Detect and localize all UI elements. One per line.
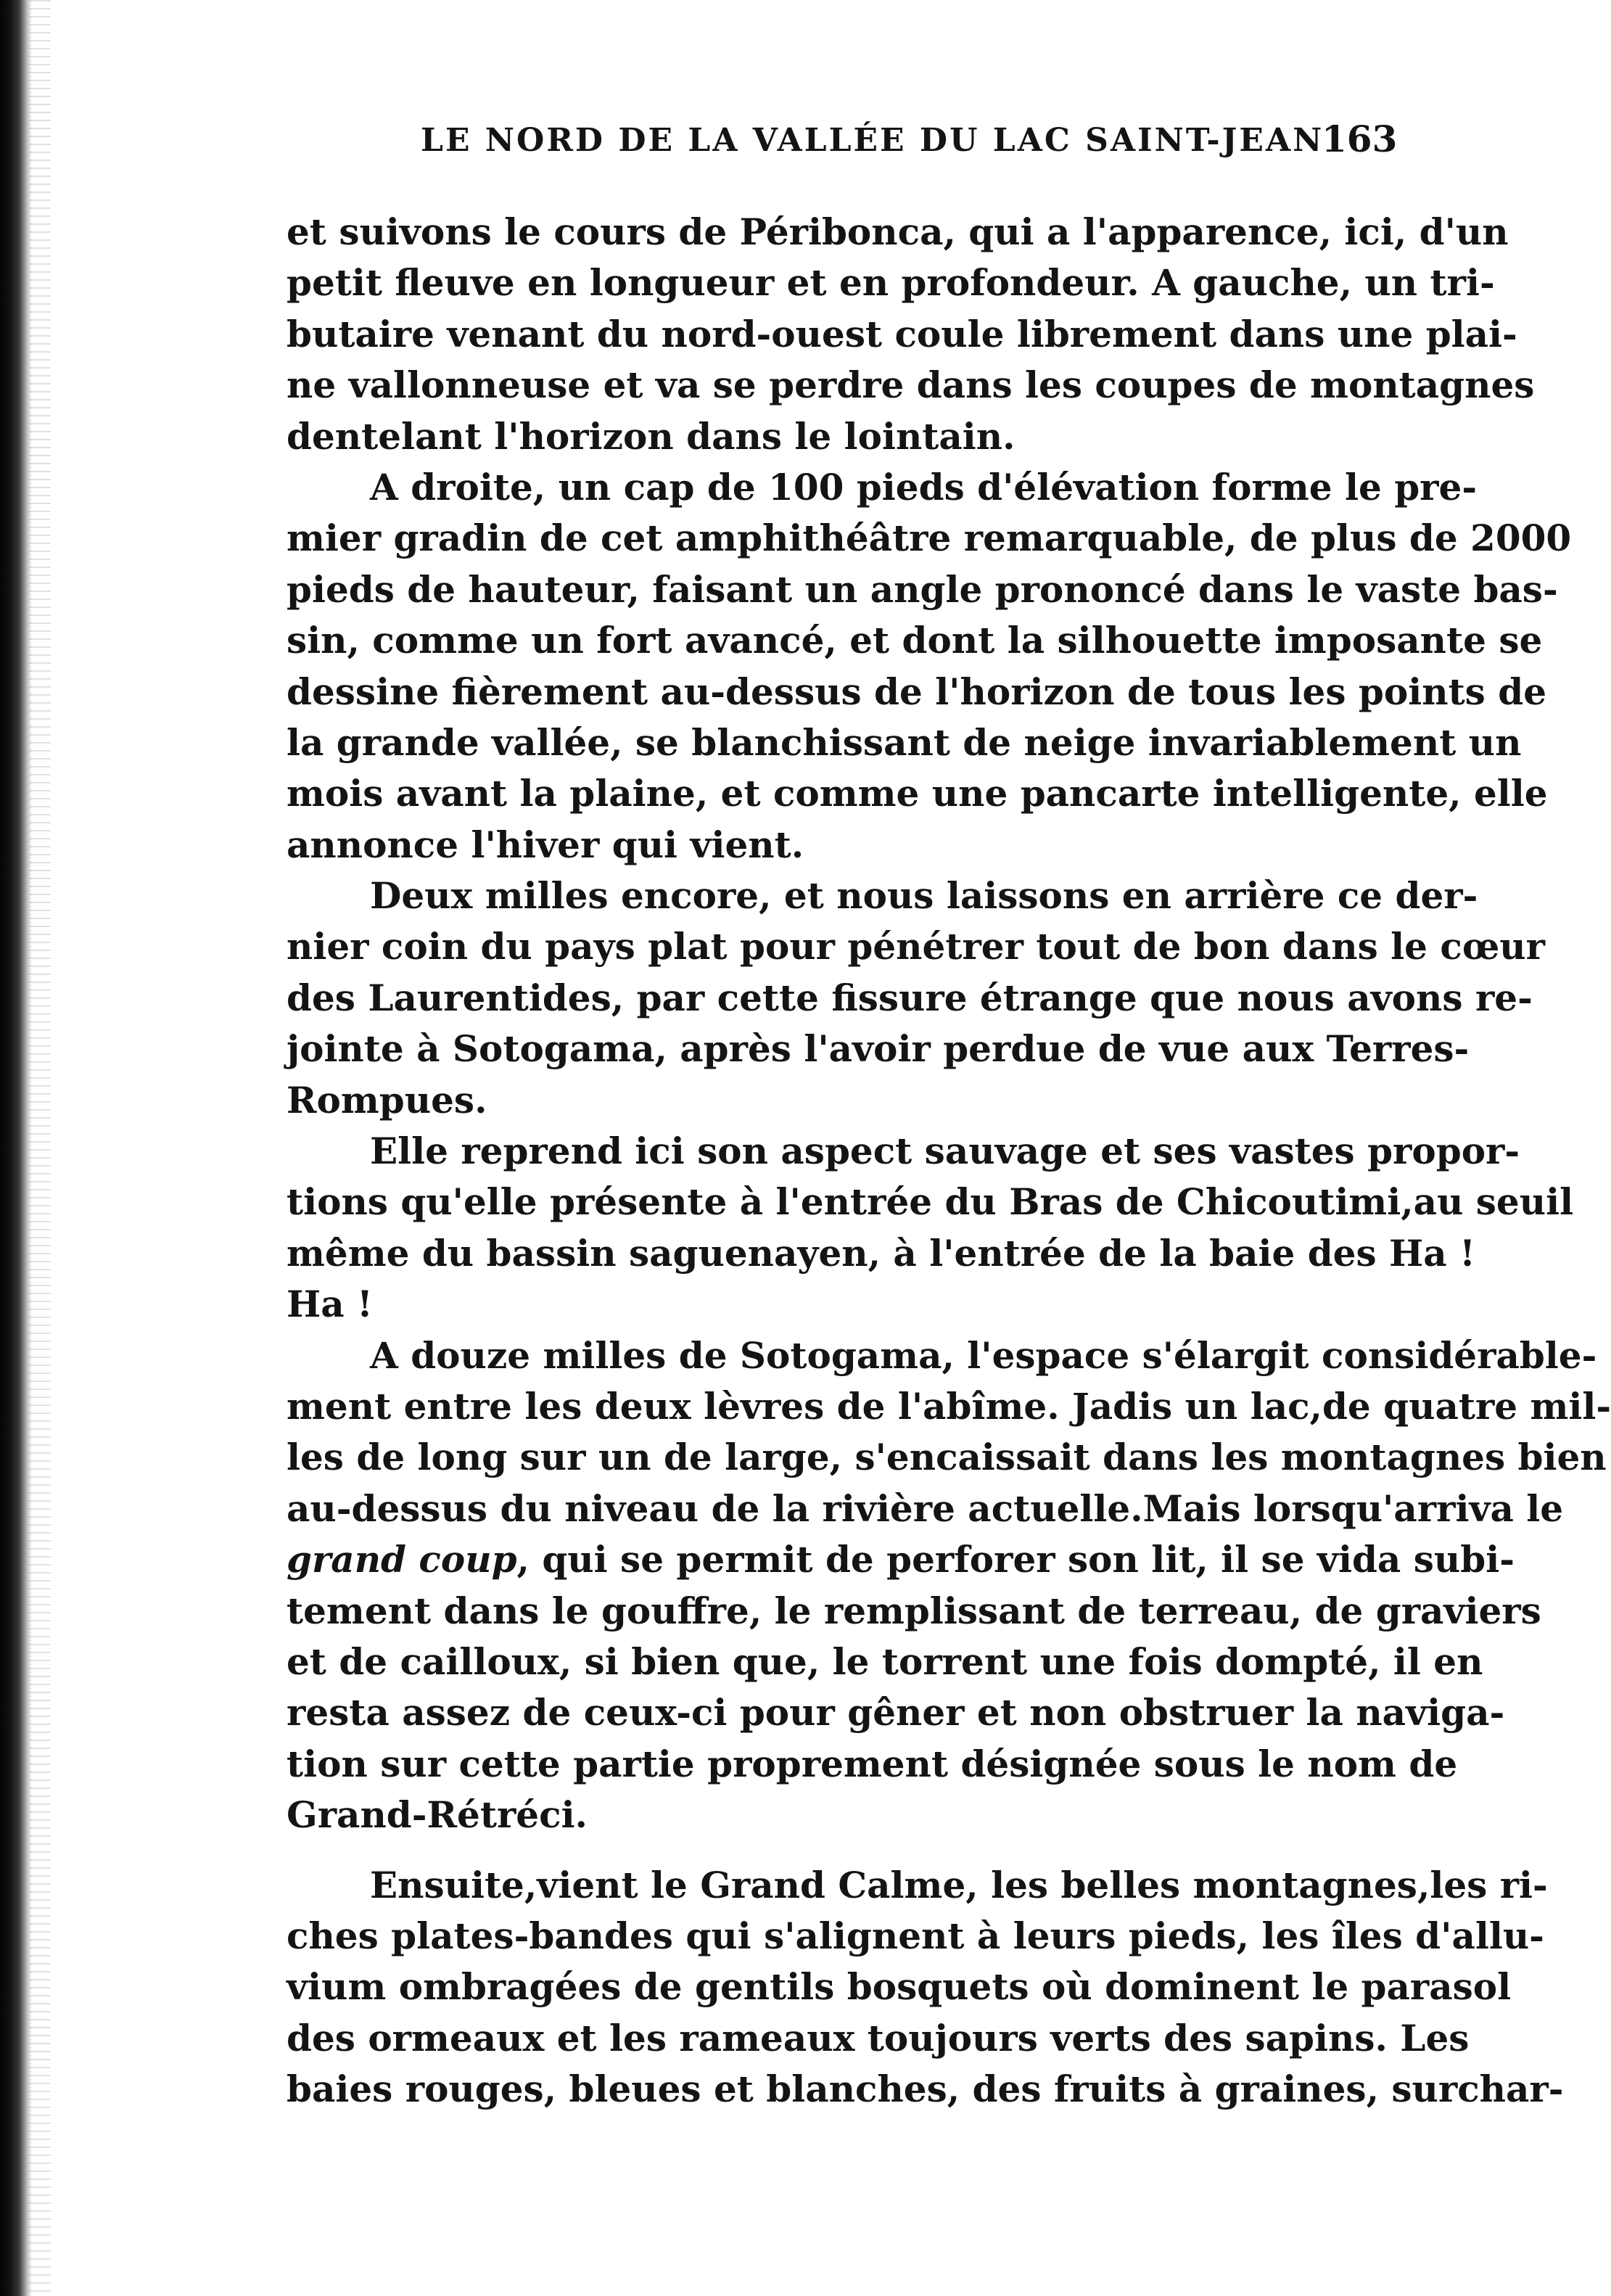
text-line: dentelant l'horizon dans le lointain. <box>287 414 1015 458</box>
text-line: ne vallonneuse et va se perdre dans les coupes de montagnes <box>287 363 1535 407</box>
text-line: et de cailloux, si bien que, le torrent une fois dompté, il en <box>287 1639 1483 1683</box>
text-line: pieds de hauteur, faisant un angle prononcé dans le vaste bas- <box>287 567 1558 611</box>
text-line: tion sur cette partie proprement désignée sous le nom de <box>287 1742 1458 1785</box>
text-line: mier gradin de cet amphithéâtre remarquable, de plus de 2000 <box>287 517 1572 560</box>
body-text <box>287 207 1611 2115</box>
text-line: jointe à Sotogama, après l'avoir perdue de vue aux Terres- <box>287 1027 1470 1071</box>
text-line: tement dans le gouffre, le remplissant de terreau, de graviers <box>287 1589 1541 1632</box>
page-number: 163 <box>1322 118 1398 160</box>
text-line: des ormeaux et les rameaux toujours verts des sapins. Les <box>287 2016 1470 2060</box>
page-binding-edge <box>0 0 32 2296</box>
text-line: Ha ! <box>287 1283 373 1326</box>
text-line: Deux milles encore, et nous laissons en arrière ce der- <box>370 874 1478 918</box>
page-binding-shadow <box>29 0 51 2296</box>
text-line: sin, comme un fort avancé, et dont la silhouette imposante se <box>287 619 1543 662</box>
text-line: Elle reprend ici son aspect sauvage et ses vastes propor- <box>370 1130 1520 1173</box>
text-line: les de long sur un de large, s'encaissait dans les montagnes bien <box>287 1436 1607 1479</box>
text-line: nier coin du pays plat pour pénétrer tout de bon dans le cœur <box>287 925 1545 968</box>
text-line: la grande vallée, se blanchissant de neige invariablement un <box>287 720 1522 764</box>
text-line: annonce l'hiver qui vient. <box>287 823 804 866</box>
text-line: A douze milles de Sotogama, l'espace s'élargit considérable- <box>370 1333 1597 1377</box>
text-line: ment entre les deux lèvres de l'abîme. Jadis un lac,de quatre mil- <box>287 1384 1611 1428</box>
italic-phrase: grand coup <box>287 1538 517 1581</box>
text-line: A droite, un cap de 100 pieds d'élévation forme le pre- <box>370 465 1478 509</box>
text-line: resta assez de ceux-ci pour gêner et non obstruer la naviga- <box>287 1691 1505 1735</box>
text-line: baies rouges, bleues et blanches, des fruits à graines, surchar- <box>287 2067 1564 2111</box>
text-line: butaire venant du nord-ouest coule librement dans une plai- <box>287 312 1517 355</box>
running-head: LE NORD DE LA VALLÉE DU LAC SAINT-JEAN <box>421 122 1324 159</box>
text-line: ches plates-bandes qui s'alignent à leurs pieds, les îles d'allu- <box>287 1914 1544 1957</box>
text-line: et suivons le cours de Péribonca, qui a l'apparence, ici, d'un <box>287 210 1509 253</box>
text-line: même du bassin saguenayen, à l'entrée de la baie des Ha ! <box>287 1231 1476 1275</box>
text-line: Rompues. <box>287 1078 487 1122</box>
text-line: petit fleuve en longueur et en profondeur. A gauche, un tri- <box>287 261 1495 305</box>
text-line: Ensuite,vient le Grand Calme, les belles montagnes,les ri- <box>370 1863 1548 1906</box>
text-line-rest: , qui se permit de perforer son lit, il se vida subi- <box>516 1538 1515 1581</box>
text-line: au-dessus du niveau de la rivière actuelle.Mais lorsqu'arriva le <box>287 1486 1564 1530</box>
text-line: Grand-Rétréci. <box>287 1793 588 1837</box>
text-line: mois avant la plaine, et comme une pancarte intelligente, elle <box>287 772 1548 815</box>
text-line: des Laurentides, par cette fissure étrange que nous avons re- <box>287 976 1533 1019</box>
text-line-with-italic <box>287 1534 1515 1585</box>
text-line: dessine fièrement au-dessus de l'horizon de tous les points de <box>287 670 1547 713</box>
text-line: tions qu'elle présente à l'entrée du Bras de Chicoutimi,au seuil <box>287 1180 1574 1224</box>
text-line: vium ombragées de gentils bosquets où dominent le parasol <box>287 1965 1512 2009</box>
